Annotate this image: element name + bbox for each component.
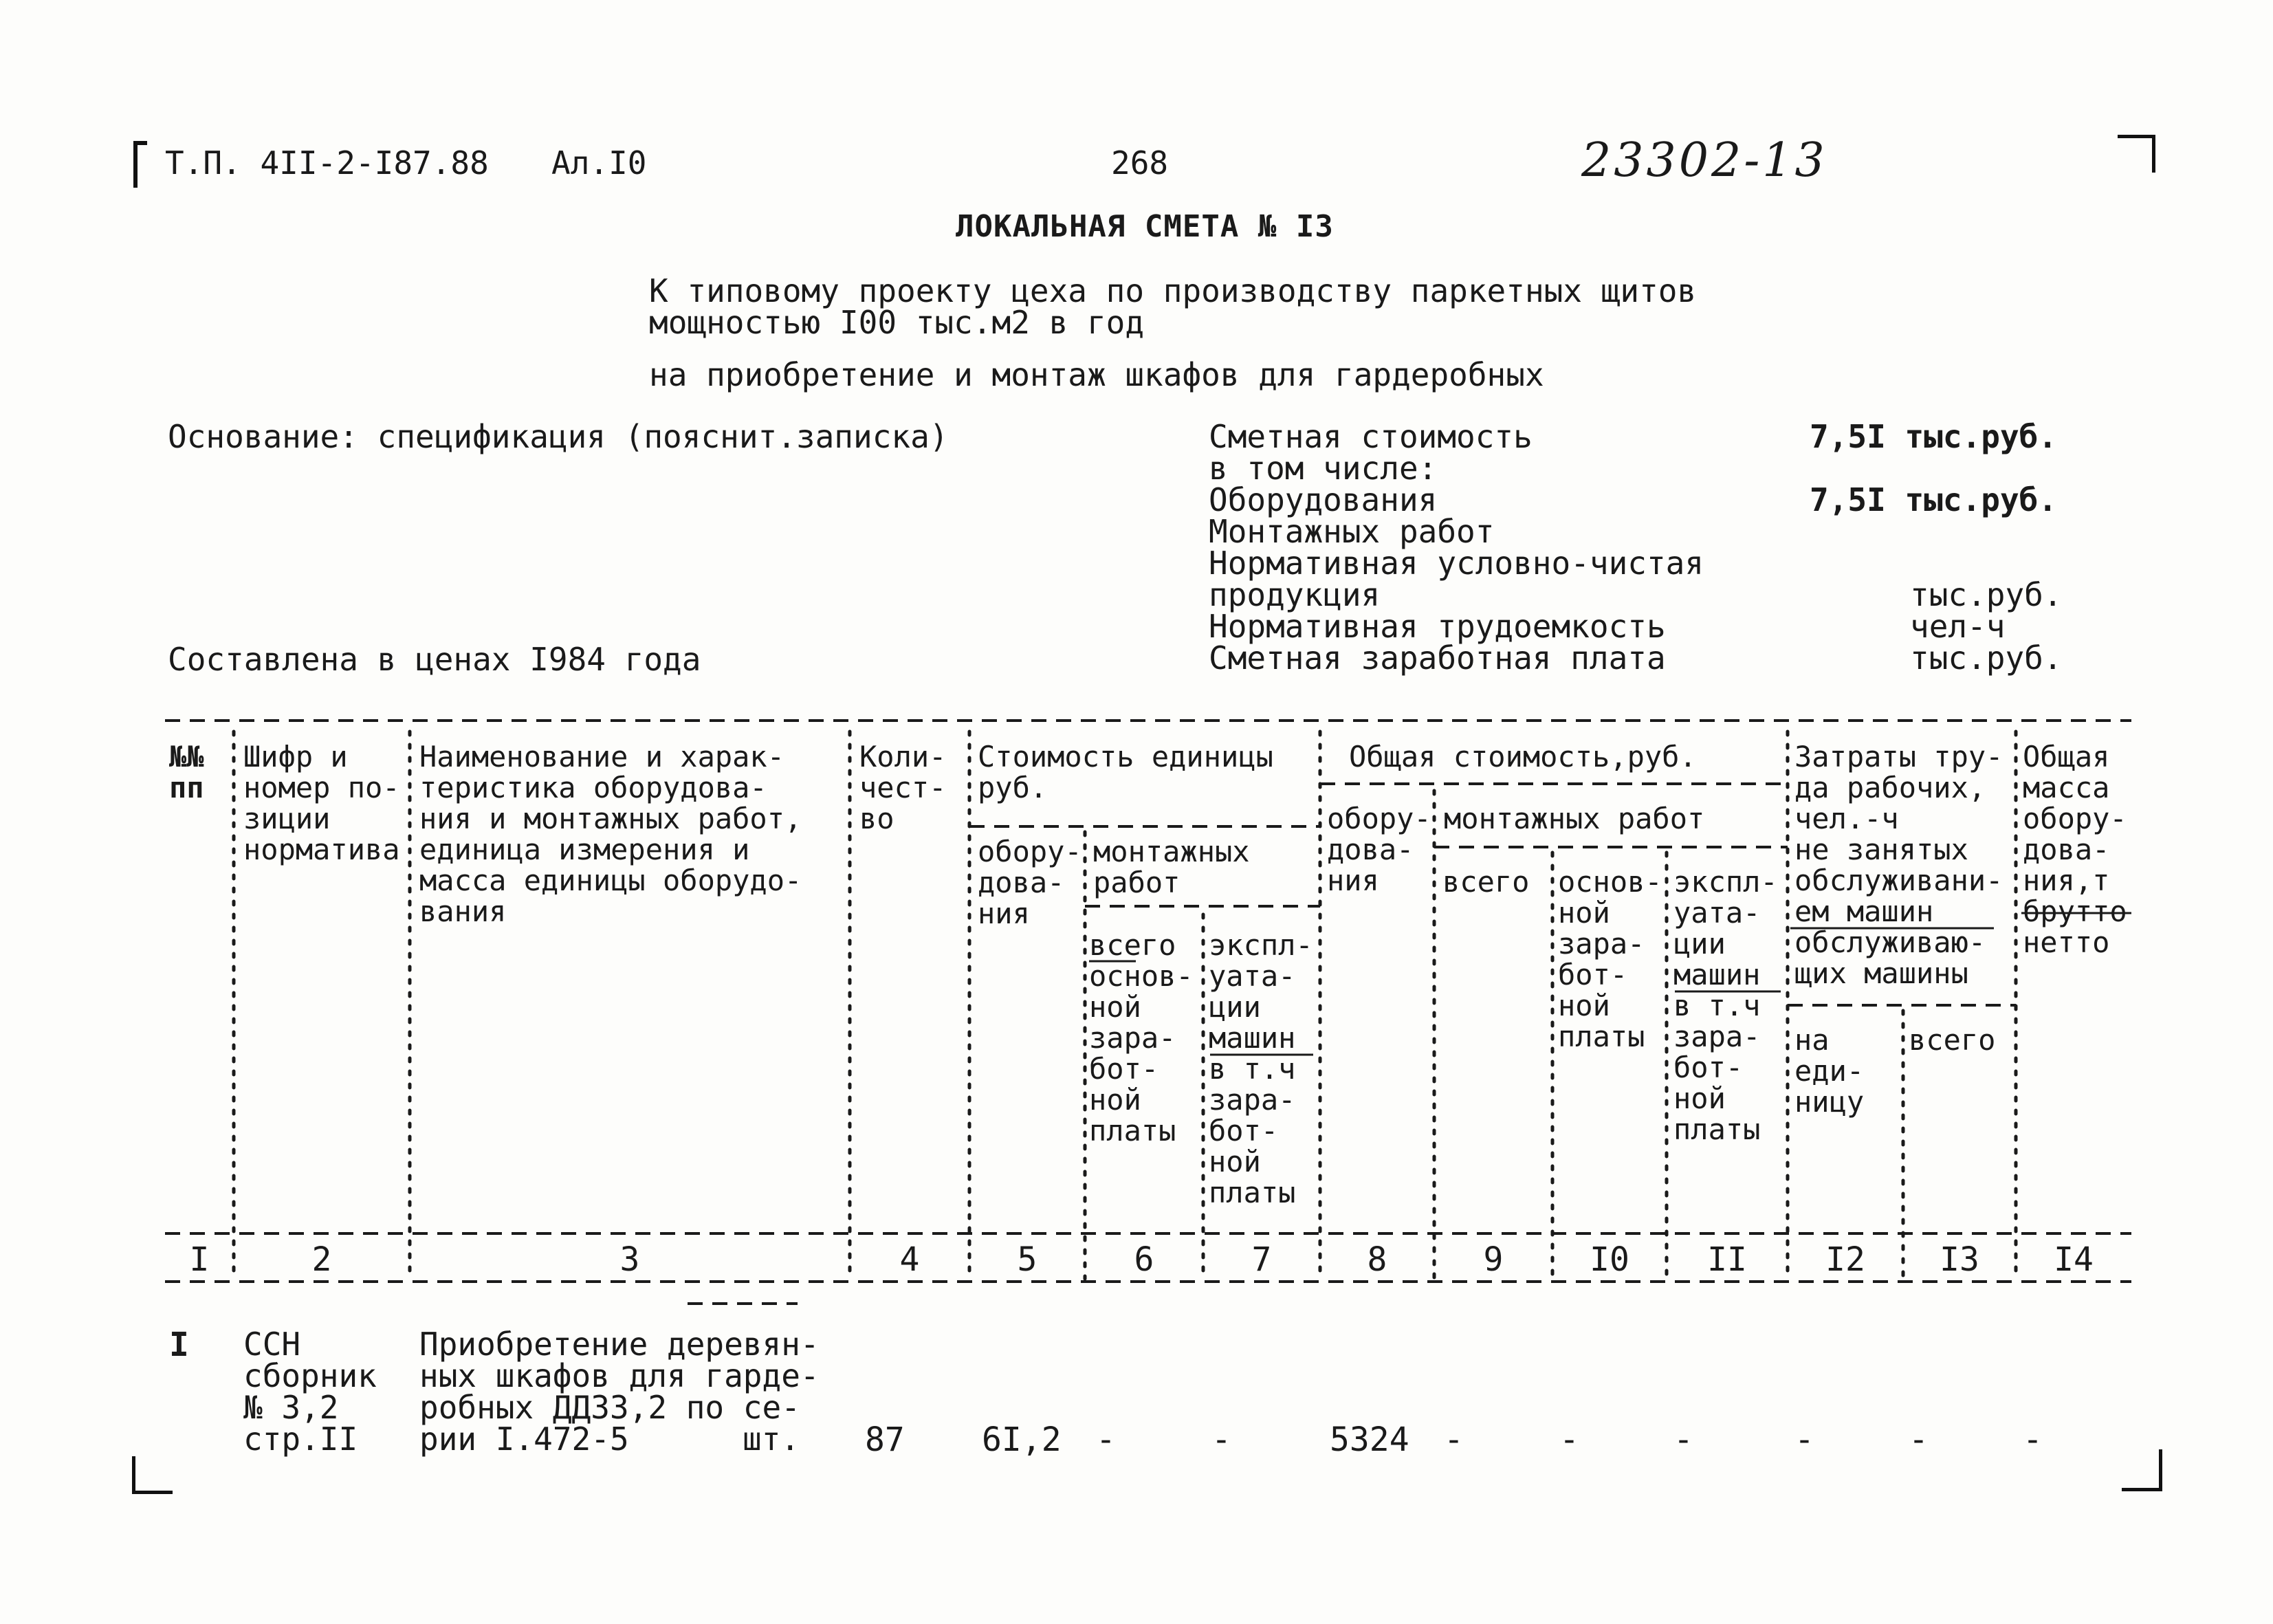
col-header-7: экспл- уата- ции машин в т.ч зара- бот- ной платы (1209, 928, 1313, 1209)
handwritten-number: 23302-13 (1581, 133, 1827, 188)
wage-unit: тыс.руб. (1910, 639, 2063, 677)
col-header-14: Общая масса обору- дова- ния,т брутто нетто (2023, 740, 2127, 959)
normative-product-label-2: продукция (1209, 576, 1381, 613)
column-number: 7 (1251, 1240, 1272, 1279)
col-header-11: экспл- уата- ции машин в т.ч зара- бот- ной платы (1673, 865, 1778, 1146)
column-number: 2 (311, 1240, 332, 1279)
estimated-cost-value: 7,5I тыс.руб. (1810, 418, 2058, 455)
equipment-label: Оборудования (1209, 481, 1438, 518)
column-number: II (1707, 1240, 1747, 1279)
column-number: I2 (1825, 1240, 1865, 1279)
basis-text: Основание: спецификация (пояснит.записка) (168, 418, 949, 455)
row-unit-cost-machines: - (1211, 1420, 1231, 1459)
column-number: I3 (1940, 1240, 1979, 1279)
row-total-install: - (1444, 1420, 1464, 1459)
labor-intensity-unit: чел-ч (1910, 608, 2006, 645)
column-number: 5 (1017, 1240, 1037, 1279)
col-header-3: Наименование и харак- теристика оборудова- ния и монтажных работ, единица измерения и масса единицы оборудо- вания (419, 740, 802, 928)
column-number: I4 (2054, 1240, 2094, 1279)
total-cost-group-header: Общая стоимость,руб. (1349, 740, 1697, 773)
column-number: I0 (1590, 1240, 1629, 1279)
col-header-6: всего основ- ной зара- бот- ной платы (1089, 928, 1194, 1148)
row-labor-unit: - (1794, 1420, 1814, 1459)
row-code: ССН сборник № 3,2 стр.II (243, 1326, 377, 1458)
page-number: 268 (1111, 144, 1169, 182)
subtitle-line-1: К типовому проекту цеха по производству паркетных щитов (649, 272, 1697, 309)
col-header-5: обору- дова- ния (978, 835, 1082, 930)
column-number: 4 (899, 1240, 920, 1279)
installation-label: Монтажных работ (1209, 513, 1495, 550)
col-header-8: обору- дова- ния (1327, 802, 1431, 897)
wage-label: Сметная заработная плата (1209, 639, 1666, 677)
row-labor-total: - (1909, 1420, 1929, 1459)
col-header-1: №№ пп (169, 740, 204, 804)
col-header-10: основ- ной зара- бот- ной платы (1558, 865, 1662, 1053)
row-total-wages: - (1559, 1420, 1579, 1459)
row-total-machines: - (1673, 1420, 1693, 1459)
col-header-9: всего (1442, 865, 1530, 899)
prices-year-text: Составлена в ценах I984 года (168, 641, 701, 678)
project-code: Т.П. 4II-2-I87.88 (165, 144, 489, 182)
column-number: 8 (1367, 1240, 1387, 1279)
install-group-header: монтажных работ (1093, 835, 1250, 899)
equipment-value: 7,5I тыс.руб. (1810, 481, 2058, 518)
estimated-cost-label: Сметная стоимость (1209, 418, 1533, 455)
labor-group-header: Затраты тру- да рабочих, чел.-ч не занятых обслуживани- ем машин обслуживаю- щих машины (1794, 740, 2003, 990)
row-mass: - (2023, 1420, 2043, 1459)
install-group-header-2: монтажных работ (1444, 802, 1705, 835)
including-label: в том числе: (1209, 450, 1438, 487)
row-qty: 87 (865, 1420, 905, 1459)
normative-product-label-1: Нормативная условно-чистая (1209, 545, 1704, 582)
column-number: 9 (1483, 1240, 1504, 1279)
col-header-12: на еди- ницу (1794, 1023, 1865, 1119)
col-header-13: всего (1909, 1023, 1996, 1057)
subtitle-line-2: мощностью I00 тыс.м2 в год (649, 304, 1145, 341)
row-total-equipment: 5324 (1330, 1420, 1409, 1459)
normative-product-unit: тыс.руб. (1910, 576, 2063, 613)
unit-cost-group-header: Стоимость единицы руб. (978, 740, 1273, 804)
column-number: 3 (619, 1240, 640, 1279)
row-name: Приобретение деревян- ных шкафов для гарде- робных ДДЗ3,2 по се- рии I.472-5 (419, 1326, 820, 1458)
column-number: 6 (1134, 1240, 1154, 1279)
row-unit-cost-install: - (1096, 1420, 1116, 1459)
row-unit: шт. (743, 1420, 800, 1458)
sheet-number: Ал.I0 (551, 144, 647, 182)
row-no: I (169, 1326, 189, 1364)
subtitle-line-3: на приобретение и монтаж шкафов для гардеробных (649, 356, 1544, 393)
row-unit-cost-equipment: 6I,2 (982, 1420, 1062, 1459)
col-header-4: Коли- чест- во (859, 740, 947, 835)
col-header-2: Шифр и номер по- зиции норматива (243, 740, 400, 866)
column-number: I (189, 1240, 210, 1279)
document-title: ЛОКАЛЬНАЯ СМЕТА № I3 (956, 209, 1334, 244)
labor-intensity-label: Нормативная трудоемкость (1209, 608, 1666, 645)
